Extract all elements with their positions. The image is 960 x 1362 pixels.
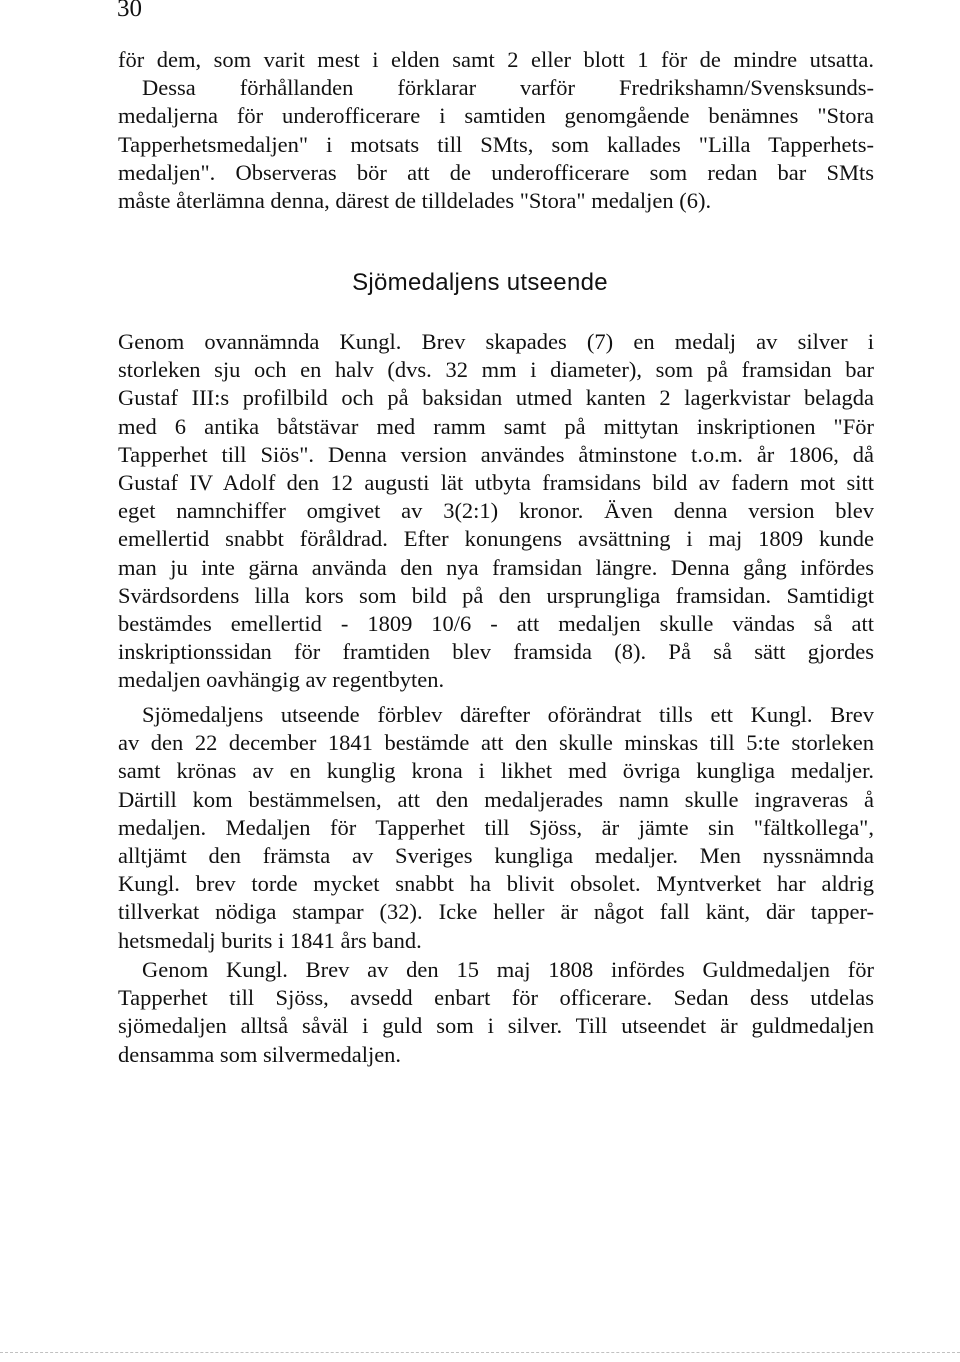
section-heading: Sjömedaljens utseende [352,269,608,296]
paragraph-gold-medal [118,956,874,1069]
text-line: samt krönas av en kunglig krona i likhet med övriga kungliga medaljer. [118,758,874,784]
text-line: hetsmedalj burits i 1841 års band. [118,927,422,953]
text-line: medaljen". Observeras bör att de underofficerare som redan bar SMts [118,159,874,185]
text-line: medaljen oavhängig av regentbyten. [118,667,445,693]
text-line: för dem, som varit mest i elden samt 2 eller blott 1 för de mindre utsatta. [118,47,874,72]
text-line: inskriptionssidan för framtiden blev framsida (8). På så sätt gjordes [118,639,874,665]
text-line: måste återlämna denna, därest de tilldelades "Stora" medaljen (6). [118,188,712,214]
text-line: Kungl. brev torde mycket snabbt ha blivit obsolet. Myntverket har aldrig [118,871,874,897]
paragraph-intro [118,46,874,215]
text-line: av den 22 december 1841 bestämde att den skulle minskas till 5:te storleken [118,730,874,756]
scan-artifact-rule [0,1352,960,1354]
text-line: Gustaf III:s profilbild och på baksidan utmed kanten 2 lagerkvistar belagda [118,385,874,411]
text-line: alltjämt den främsta av Sveriges kungliga medaljer. Men nyssnämnda [118,843,874,869]
text-line: Tapperhetsmedaljen" i motsats till SMts, som kallades "Lilla Tapperhets- [118,131,874,157]
text-line: Genom ovannämnda Kungl. Brev skapades (7) en medalj av silver i [118,329,874,354]
text-line: bestämdes emellertid - 1809 10/6 - att medaljen skulle vändas så att [118,611,874,637]
text-line: Tapperhet till Siös". Denna version användes åtminstone t.o.m. år 1806, då [118,441,874,467]
text-line: medaljerna för underofficerare i samtiden genomgående benämnes "Stora [118,103,874,129]
text-line: storleken sju och en halv (dvs. 32 mm i diameter), som på framsidan bar [118,357,874,383]
text-line: emellertid snabbt föråldrad. Efter konungens avsättning i maj 1809 kunde [118,526,874,552]
text-line: eget namnchiffer omgivet av 3(2:1) kronor. Även denna version blev [118,498,874,524]
page-number: 30 [117,0,142,22]
text-line: Dessa förhållanden förklarar varför Fredrikshamn/Svensksunds- [142,75,874,101]
text-line: sjömedaljen alltså såväl i guld som i silver. Till utseendet är guldmedaljen [118,1013,874,1039]
text-line: densamma som silvermedaljen. [118,1041,402,1067]
text-line: tillverkat nödiga stampar (32). Icke heller är något fall känt, där tapper- [118,899,874,925]
paragraph-1841 [118,701,874,955]
paragraph-appearance [118,328,874,695]
text-line: Gustaf IV Adolf den 12 augusti lät utbyta framsidans bild av fadern mot sitt [118,470,874,496]
text-line: Därtill kom bestämmelsen, att den medaljerades namn skulle ingraveras å [118,786,874,812]
text-line: man ju inte gärna använda den nya framsidan längre. Denna gång infördes [118,554,874,580]
text-line: Sjömedaljens utseende förblev därefter oförändrat tills ett Kungl. Brev [142,702,874,727]
text-line: Genom Kungl. Brev av den 15 maj 1808 infördes Guldmedaljen för [142,957,874,982]
text-line: Tapperhet till Sjöss, avsedd enbart för officerare. Sedan dess utdelas [118,985,874,1011]
text-line: Svärdsordens lilla kors som bild på den ursprungliga framsidan. Samtidigt [118,582,874,608]
text-line: med 6 antika båtstävar med ramm samt på mittytan inskriptionen "För [118,413,874,439]
text-line: medaljen. Medaljen för Tapperhet till Sjöss, är jämte sin "fältkollega", [118,814,874,840]
